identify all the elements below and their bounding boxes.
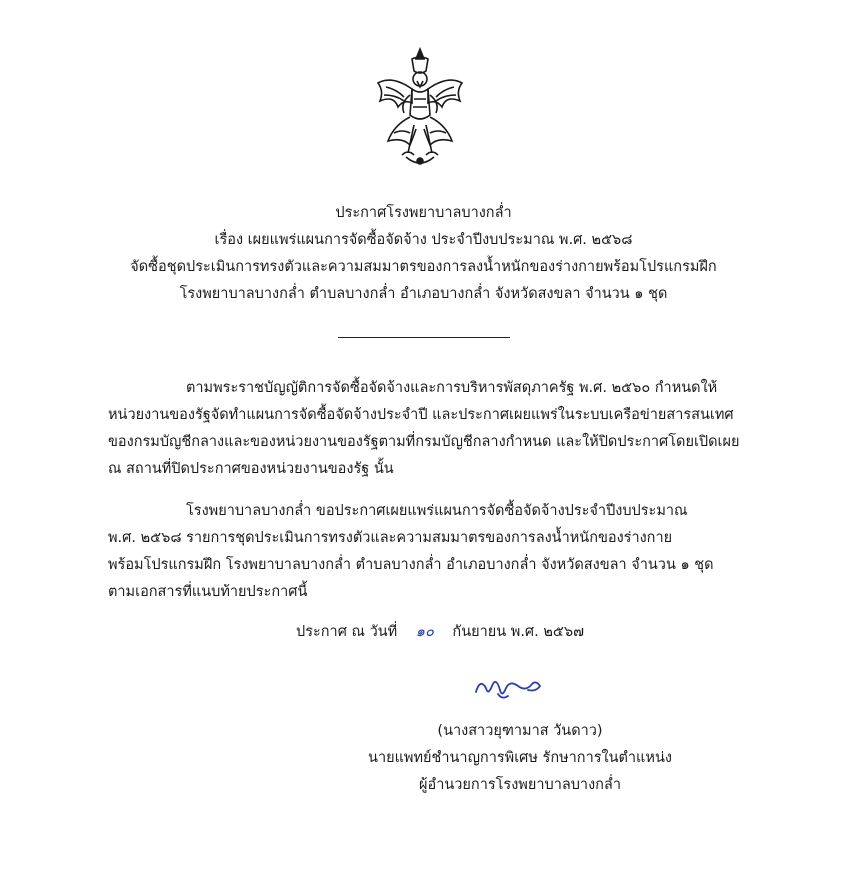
paragraph-line: หน่วยงานของรัฐจัดทำแผนการจัดซื้อจัดจ้างประจำปี และประกาศเผยแพร่ในระบบเครือข่ายสารสนเทศ [108,407,734,423]
signer-position: ผู้อำนวยการโรงพยาบาลบางกล่ำ [419,777,621,793]
heading-item: จัดซื้อชุดประเมินการทรงตัวและความสมมาตรของการลงน้ำหนักของร่างกายพร้อมโปรแกรมฝึก [130,259,717,275]
paragraph-line: ณ สถานที่ปิดประกาศของหน่วยงานของรัฐ นั้น [108,461,394,477]
heading-location: โรงพยาบาลบางกล่ำ ตำบลบางกล่ำ อำเภอบางกล่ำ จังหวัดสงขลา จำนวน ๑ ชุด [179,286,668,302]
garuda-emblem-icon [370,45,470,170]
paragraph-line: ของกรมบัญชีกลางและของหน่วยงานของรัฐตามที่กรมบัญชีกลางกำหนด และให้ปิดประกาศโดยเปิดเผย [108,434,740,450]
body-paragraph-1 [108,375,772,483]
announcement-dateline [296,620,584,643]
paragraph-line: พร้อมโปรแกรมฝึก โรงพยาบาลบางกล่ำ ตำบลบางกล่ำ อำเภอบางกล่ำ จังหวัดสงขลา จำนวน ๑ ชุด [108,557,714,573]
dateline-prefix: ประกาศ ณ วันที่ [296,624,398,640]
heading-subject: เรื่อง เผยแพร่แผนการจัดซื้อจัดจ้าง ประจำปีงบประมาณ พ.ศ. ๒๕๖๘ [214,232,633,248]
announcement-heading [0,200,847,308]
paragraph-line: ตามพระราชบัญญัติการจัดซื้อจัดจ้างและการบริหารพัสดุภาครัฐ พ.ศ. ๒๕๖๐ กำหนดให้ [186,380,718,396]
heading-title: ประกาศโรงพยาบาลบางกล่ำ [335,205,512,221]
dateline-day: ๑๐ [415,624,434,640]
paragraph-line: ตามเอกสารที่แนบท้ายประกาศนี้ [108,584,308,600]
paragraph-line: พ.ศ. ๒๕๖๘ รายการชุดประเมินการทรงตัวและความสมมาตรของการลงน้ำหนักของร่างกาย [108,530,673,546]
handwritten-signature-icon [470,670,550,704]
signer-title: นายแพทย์ชำนาญการพิเศษ รักษาการในตำแหน่ง [368,750,672,766]
signer-name: (นางสาวยุฑามาส วันดาว) [437,723,603,739]
dateline-month-year: กันยายน พ.ศ. ๒๕๖๗ [452,624,584,640]
heading-divider [338,337,510,338]
signer-block [330,718,710,799]
body-paragraph-2 [108,498,772,606]
paragraph-line: โรงพยาบาลบางกล่ำ ขอประกาศเผยแพร่แผนการจัดซื้อจัดจ้างประจำปีงบประมาณ [186,503,688,519]
